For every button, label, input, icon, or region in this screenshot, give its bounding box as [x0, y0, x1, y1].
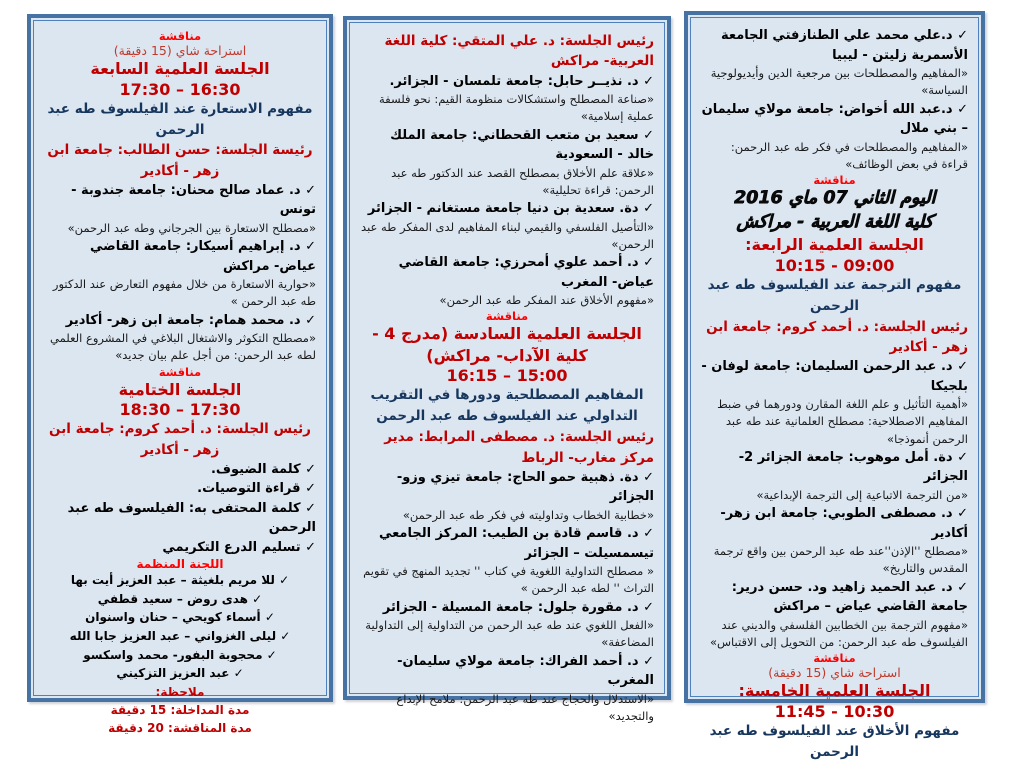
paper-title: « مصطلح التداولية اللغوية في كتاب '' تجديد المنهج في تقويم التراث '' لطه عبد الرحمن »: [363, 564, 654, 596]
paper-title: «التأصيل الفلسفي والقيمي لبناء المفاهيم لدى المفكر طه عبد الرحمن»: [361, 219, 654, 251]
speaker-line: ✓ د. قاسم قادة بن الطيب: المركز الجامعي تيسمسيلت – الجزائر: [378, 526, 654, 561]
paper-title: «مفهوم الأخلاق عند المفكر طه عبد الرحمن»: [439, 293, 654, 307]
session-time: 09:00 - 10:15: [774, 255, 895, 275]
speaker-line: ✓ د. عبد الرحمن السليمان: جامعة لوفان - بلجيكا: [701, 359, 968, 394]
session-chair: رئيس الجلسة: د. أحمد كروم: جامعة ابن زهر - أكادير: [49, 421, 311, 458]
paper-title: «مفهوم الترجمة بين الخطابين الفلسفي والديني عند الفيلسوف طه عبد الرحمن: من التحويل إلى الاقتباس»: [709, 617, 968, 649]
speaker-line: ✓ د. مقورة جلول: جامعة المسيلة - الجزائر: [382, 599, 654, 615]
speaker-line: ✓ تسليم الدرع التكريمي: [162, 539, 316, 555]
speaker-line: ✓ د. عبد الحميد زاهيد ود. حسن درير: جامعة القاضي عياض – مراكش: [731, 579, 968, 615]
discussion-label: مناقشة: [813, 651, 856, 666]
program-column-left: [27, 14, 333, 735]
program-column-left-content: [33, 20, 327, 735]
discussion-label: مناقشة: [485, 309, 529, 324]
paper-title: «أهمية التأثيل و علم اللغة المقارن ودورهما في ضبط المفاهيم الاصطلاحية: مصطلح العلمانية عند طه عبد الرحمن أنموذجا»: [717, 397, 968, 446]
committee-member: ✓ للا مريم بلغيثة – عبد العزيز أيت بها: [70, 573, 290, 588]
speaker-line: ✓ كلمة المحتفى به: الفيلسوف طه عبد الرحمن: [67, 500, 316, 536]
speaker-line: ✓ د.علي محمد علي الطنازفتي الجامعة الأسمرية زليتن - ليبيا: [721, 28, 968, 63]
paper-title: «علاقة علم الأخلاق بمصطلح القصد عند الدكتور طه عبد الرحمن: قراءة تحليلية»: [391, 165, 654, 197]
paper-title: «المفاهيم والمصطلحات بين مرجعية الدين وأيديولوجية السياسة»: [710, 66, 968, 98]
session-title: الجلسة العلمية الرابعة:: [745, 235, 924, 255]
session-topic: المفاهيم المصطلحية ودورها في التقريب التداولي عند الفيلسوف طه عبد الرحمن: [370, 387, 644, 425]
paper-title: «المفاهيم والمصطلحات في فكر طه عبد الرحمن: قراءة في بعض الوظائف»: [730, 139, 968, 171]
paper-title: «مصطلح التكوثر والاشتغال البلاغي في المشروع العلمي لطه عبد الرحمن: من أجل علم بيان جديد»: [50, 331, 316, 363]
discussion-label: مناقشة: [158, 364, 202, 379]
session-topic: مفهوم الترجمة عند الفيلسوف طه عبد الرحمن: [707, 276, 962, 314]
paper-title: «الاستدلال والحجاج عند طه عبد الرحمن: ملامح الإبداع والتجديد»: [396, 691, 654, 723]
committee-member: ✓ أسماء كويحي – حنان واسنوان: [85, 610, 275, 625]
program-column-middle-content: [349, 22, 665, 723]
paper-title: «الفعل اللغوي عند طه عبد الرحمن من التداولية إلى التداولية المضاعفة»: [365, 618, 654, 650]
session-title: الجلسة العلمية الخامسة:: [738, 681, 931, 701]
program-column-right-content: [690, 17, 979, 760]
discussion-label: مناقشة: [158, 29, 202, 43]
note-line: مدة المناقشة: 20 دقيقة: [108, 720, 252, 735]
session-chair: رئيس الجلسة: د. مصطفى المرابط: مدير مركز مغارب- الرباط: [384, 429, 654, 466]
session-time: 10:30 - 11:45: [774, 701, 895, 721]
paper-title: «مصطلح الاستعارة بين الجرجاني وطه عبد الرحمن»: [67, 220, 316, 235]
day-header: اليوم الثاني 07 ماي 2016: [733, 188, 936, 208]
committee-member: ✓ هدى روض – سعيد قطفي: [97, 591, 263, 606]
discussion-label: مناقشة: [813, 173, 856, 187]
speaker-line: ✓ دة. سعدية بن دنيا جامعة مستغانم - الجزائر: [367, 201, 654, 216]
paper-title: «صناعة المصطلح واستشكالات منظومة القيم: نحو فلسفة عملية إسلامية»: [378, 92, 654, 124]
note-title: ملاحظة:: [155, 684, 205, 699]
committee-title: اللجنة المنظمة: [136, 557, 224, 572]
session-title: الجلسة العلمية السادسة (مدرج 4 - كلية الآداب- مراكش): [372, 324, 642, 365]
speaker-line: ✓ كلمة الضيوف.: [210, 461, 316, 477]
speaker-line: ✓ د. محمد همام: جامعة ابن زهر- أكادير: [65, 312, 316, 328]
speaker-line: ✓ د. أحمد علوي أمحرزي: جامعة القاضي عياض- المغرب: [398, 255, 654, 290]
session-topic: مفهوم الأخلاق عند الفيلسوف طه عبد الرحمن: [709, 722, 960, 760]
session-time: 15:00 – 16:15: [446, 366, 568, 386]
speaker-line: ✓ د. نذيــر حابل: جامعة تلمسان - الجزائر.: [389, 73, 654, 89]
speaker-line: ✓ دة. ذهبية حمو الحاج: جامعة تيزي وزو- الجزائر: [396, 469, 654, 505]
paper-title: «خطابية الخطاب وتداوليته في فكر طه عبد الرحمن»: [402, 507, 654, 522]
program-column-middle: [343, 16, 671, 723]
committee-member: ✓ ليلى الغزواني – عبد العزيز جابا الله: [69, 629, 291, 644]
session-time: 17:30 – 18:30: [119, 400, 241, 420]
session-topic: مفهوم الاستعارة عند الفيلسوف طه عبد الرحمن: [47, 100, 313, 138]
speaker-line: ✓ قراءة التوصيات.: [197, 481, 316, 497]
paper-title: «حوارية الاستعارة من خلال مفهوم التعارض عند الدكتور طه عبد الرحمن »: [52, 277, 316, 309]
paper-title: «مصطلح ''الإذن''عند طه عبد الرحمن بين واقع ترجمة المقدس والتاريخ»: [713, 544, 968, 576]
tea-break-label: استراحة شاي (15 دقيقة): [768, 665, 901, 681]
speaker-line: ✓ د. أحمد الفراك: جامعة مولاي سليمان- المغرب: [397, 653, 654, 689]
speaker-line: ✓ دة. أمل موهوب: جامعة الجزائر 2- الجزائر: [738, 449, 968, 485]
speaker-line: ✓ د. مصطفى الطوبي: جامعة ابن زهر- أكادير: [720, 506, 968, 541]
speaker-line: ✓ د. عماد صالح محنان: جامعة جندوبة - تونس: [71, 182, 316, 218]
session-chair: رئيس الجلسة: د. أحمد كروم: جامعة ابن زهر - أكادير: [706, 318, 968, 355]
speaker-line: ✓ د. إبراهيم أسيكار: جامعة القاضي عياض- مراكش: [89, 239, 316, 274]
program-column-right: [684, 11, 985, 760]
session-chair: رئيس الجلسة: د. علي المتقي: كلية اللغة العربية- مراكش: [384, 33, 654, 70]
committee-member: ✓ عبد العزيز التزكيني: [116, 666, 244, 681]
session-time: 16:30 – 17:30: [119, 79, 241, 99]
session-chair: رئيسة الجلسة: حسن الطالب: جامعة ابن زهر - أكادير: [47, 142, 313, 179]
paper-title: «من الترجمة الاتباعية إلى الترجمة الإبداعية»: [756, 487, 968, 502]
committee-member: ✓ محجوبة البفور- محمد واسكسو: [83, 647, 277, 662]
day-header: كلية اللغة العربية - مراكش: [736, 211, 933, 232]
speaker-line: ✓ د.عبد الله أخواض: جامعة مولاي سليمان – بني ملال: [701, 101, 968, 136]
session-title: الجلسة العلمية السابعة: [90, 59, 270, 78]
tea-break-label: استراحة شاي (15 دقيقة): [113, 43, 247, 58]
session-title: الجلسة الختامية: [118, 379, 242, 399]
speaker-line: ✓ سعيد بن متعب القحطاني: جامعة الملك خالد - السعودية: [390, 127, 654, 162]
note-line: مدة المداخلة: 15 دقيقة: [110, 702, 250, 717]
